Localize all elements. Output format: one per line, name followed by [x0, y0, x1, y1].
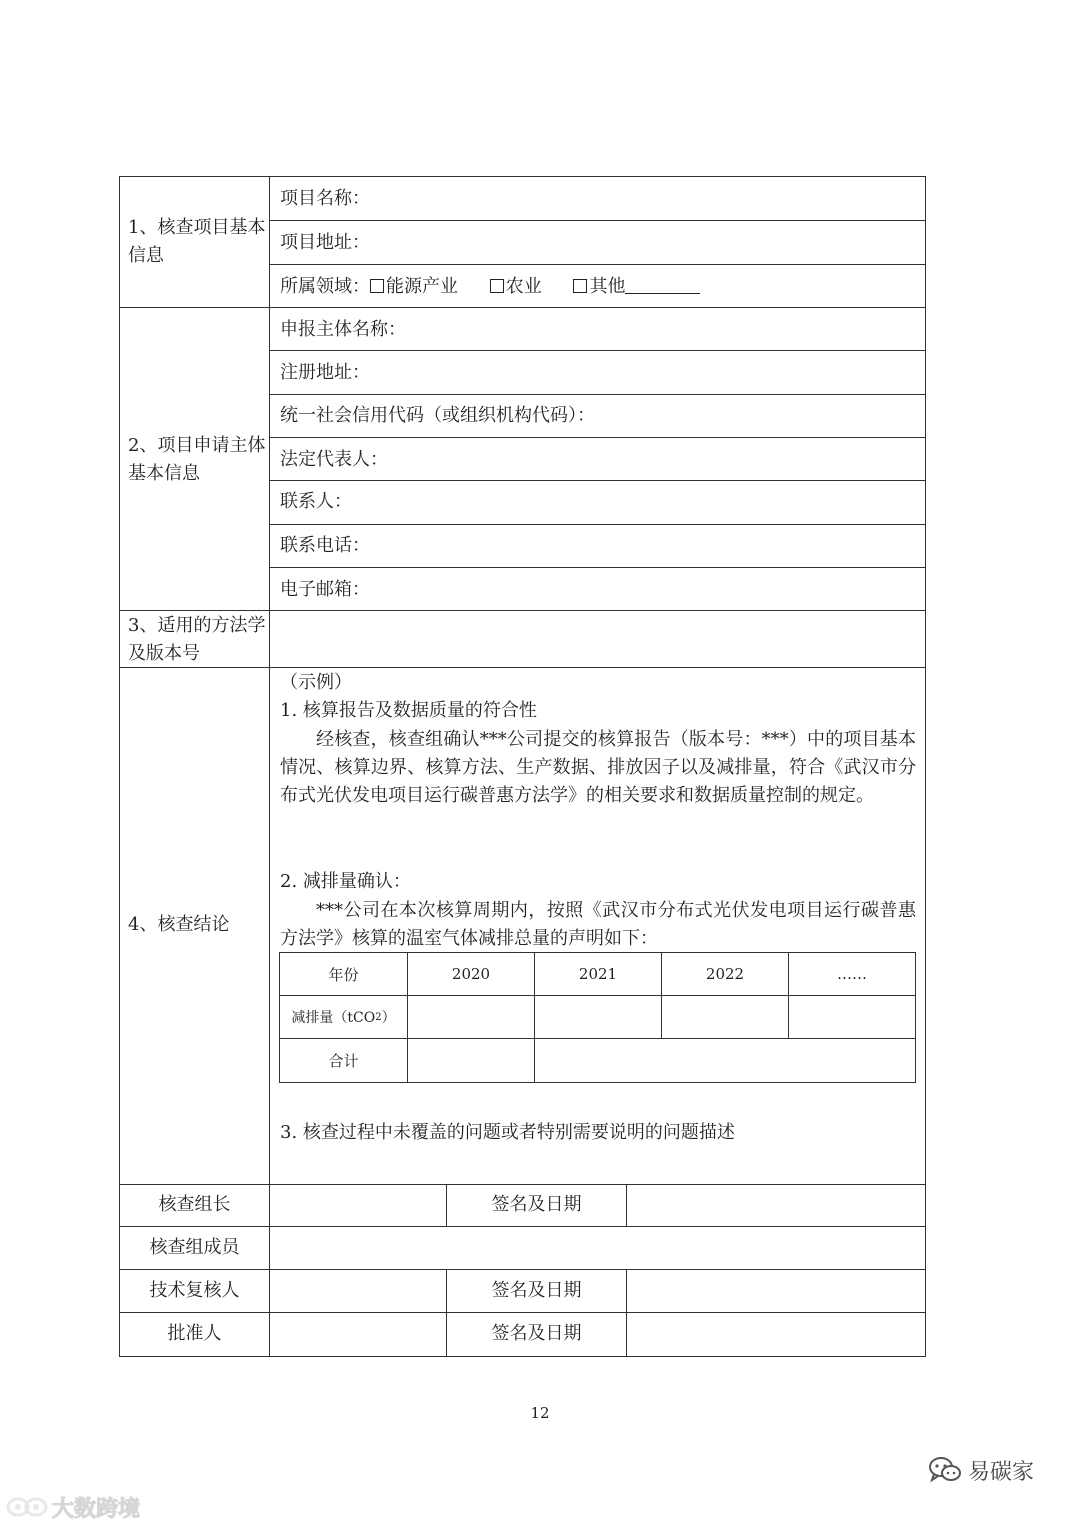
table-header-2021: 2021	[534, 952, 662, 996]
members-label: 核查组成员	[149, 1237, 240, 1258]
legal-rep-label: 法定代表人：	[280, 449, 388, 470]
other-blank-line[interactable]	[625, 275, 700, 294]
section1-title-cell	[119, 176, 270, 308]
members-value-cell[interactable]	[269, 1226, 926, 1270]
reviewer-sign-label-cell	[446, 1269, 627, 1313]
section4-title-cell	[119, 667, 270, 1185]
item2-body: ***公司在本次核算周期内，按照《武汉市分布式光伏发电项目运行碳普惠方法学》核算的温室气体减排总量的声明如下：	[280, 900, 916, 949]
table-total-2020[interactable]	[407, 1038, 535, 1083]
option-other: 其他	[589, 276, 626, 297]
eye-logo-icon	[6, 1496, 48, 1518]
checkbox-other[interactable]	[573, 279, 587, 293]
table-total-rest[interactable]	[534, 1038, 916, 1083]
email-label: 电子邮箱：	[280, 579, 370, 600]
example-label: （示例）	[280, 672, 352, 693]
emission-label-sub: 2	[375, 1011, 382, 1023]
reviewer-sign-cell[interactable]	[626, 1269, 926, 1313]
table-header-more: ……	[788, 952, 916, 996]
table-emission-2022[interactable]	[661, 995, 789, 1039]
phone-row	[269, 524, 926, 568]
emission-label-close: ）	[381, 1010, 396, 1026]
reviewer-sign-date-label: 签名及日期	[491, 1280, 582, 1301]
conclusion-cell	[269, 667, 926, 1185]
reviewer-label: 技术复核人	[149, 1280, 240, 1301]
table-total-label: 合计	[279, 1038, 408, 1083]
watermark-left-text: 大数跨境	[52, 1496, 141, 1522]
table-emission-label	[279, 995, 408, 1039]
contact-label: 联系人：	[280, 491, 352, 512]
option-agriculture: 农业	[505, 276, 542, 297]
project-address-row	[269, 220, 926, 265]
approver-label: 批准人	[167, 1323, 222, 1344]
credit-code-label: 统一社会信用代码（或组织机构代码）：	[280, 405, 595, 426]
members-label-cell	[119, 1226, 270, 1270]
leader-name-cell[interactable]	[269, 1184, 447, 1227]
domain-row	[269, 264, 926, 308]
checkbox-energy[interactable]	[370, 279, 384, 293]
applicant-name-label: 申报主体名称：	[280, 319, 406, 340]
item1-body: 经核查，核查组确认***公司提交的核算报告（版本号：***）中的项目基本情况、核算边界、核算方法、生产数据、排放因子以及减排量，符合《武汉市分布式光伏发电项目运行碳普惠方法学》的相关要求和数据质量控制的规定。	[280, 729, 916, 806]
approver-sign-date-label: 签名及日期	[491, 1323, 582, 1344]
item3-heading: 3. 核查过程中未覆盖的问题或者特别需要说明的问题描述	[280, 1122, 735, 1143]
phone-label: 联系电话：	[280, 535, 370, 556]
approver-name-cell[interactable]	[269, 1312, 447, 1357]
section3-title: 3、适用的方法学及版本号	[128, 615, 266, 664]
approver-label-cell	[119, 1312, 270, 1357]
page-number: 12	[530, 1404, 550, 1422]
reviewer-label-cell	[119, 1269, 270, 1313]
applicant-name-row	[269, 307, 926, 351]
registered-address-row	[269, 350, 926, 395]
project-name-row	[269, 176, 926, 221]
wechat-icon	[928, 1456, 962, 1484]
leader-sign-label-cell	[446, 1184, 627, 1227]
leader-sign-date-label: 签名及日期	[491, 1194, 582, 1215]
leader-label: 核查组长	[158, 1194, 231, 1215]
leader-label-cell	[119, 1184, 270, 1227]
section3-title-cell	[119, 610, 270, 668]
project-name-label: 项目名称：	[280, 188, 370, 209]
email-row	[269, 567, 926, 611]
watermark-right	[928, 1452, 1034, 1488]
reviewer-name-cell[interactable]	[269, 1269, 447, 1313]
credit-code-row	[269, 394, 926, 438]
table-header-2022: 2022	[661, 952, 789, 996]
item1-heading: 1. 核算报告及数据质量的符合性	[280, 700, 537, 721]
section4-title: 4、核查结论	[128, 914, 230, 935]
option-energy: 能源产业	[386, 276, 458, 297]
table-emission-more[interactable]	[788, 995, 916, 1039]
table-emission-2020[interactable]	[407, 995, 535, 1039]
table-header-year: 年份	[279, 952, 408, 996]
approver-sign-cell[interactable]	[626, 1312, 926, 1357]
section1-title: 1、核查项目基本信息	[128, 217, 266, 266]
methodology-value-cell	[269, 610, 926, 668]
approver-sign-label-cell	[446, 1312, 627, 1357]
legal-rep-row	[269, 437, 926, 481]
table-emission-2021[interactable]	[534, 995, 662, 1039]
emission-table	[279, 952, 916, 1083]
registered-address-label: 注册地址：	[280, 362, 370, 383]
emission-label-text: 减排量（tCO	[291, 1010, 376, 1026]
checkbox-agriculture[interactable]	[490, 279, 504, 293]
domain-line	[280, 273, 700, 301]
leader-sign-cell[interactable]	[626, 1184, 926, 1227]
watermark-left	[6, 1492, 140, 1522]
contact-row	[269, 480, 926, 525]
table-header-2020: 2020	[407, 952, 535, 996]
item2-heading: 2. 减排量确认：	[280, 871, 411, 892]
project-address-label: 项目地址：	[280, 232, 370, 253]
domain-label: 所属领域：	[280, 276, 370, 297]
watermark-right-text: 易碳家	[968, 1459, 1035, 1485]
section2-title-cell	[119, 307, 270, 611]
section2-title: 2、项目申请主体基本信息	[128, 435, 266, 484]
